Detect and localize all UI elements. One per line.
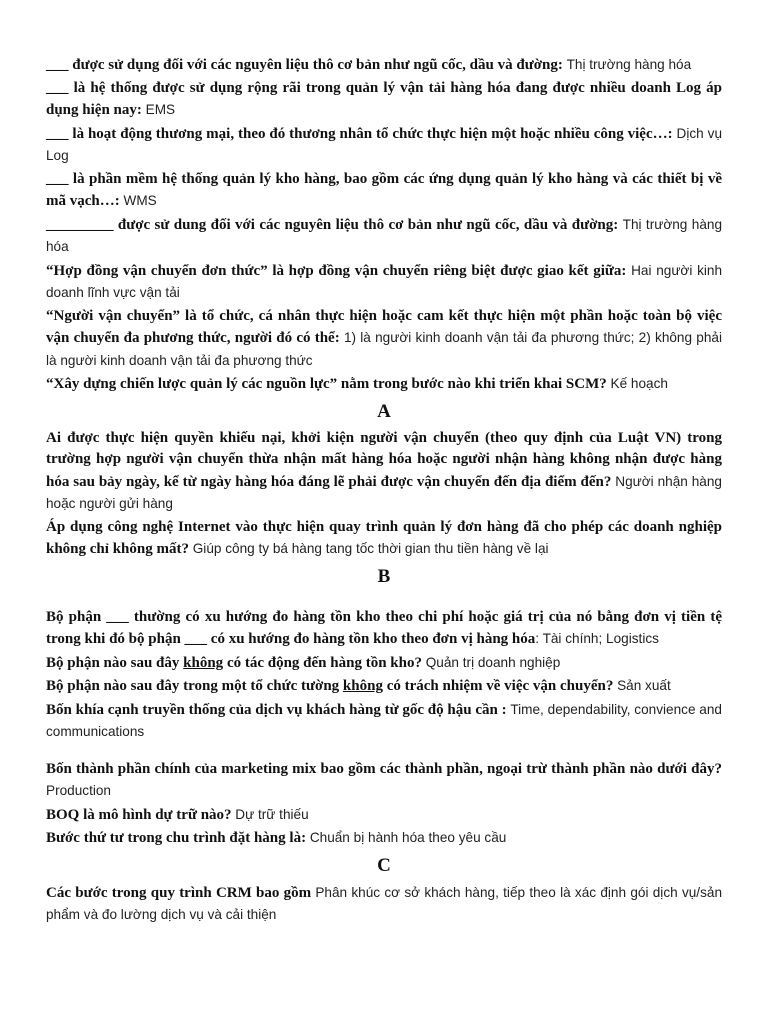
qa-entry-2 [46, 78, 722, 122]
answer-text: Giúp công ty bá hàng tang tốc thời gian thu tiền hàng về lại [192, 541, 549, 556]
qa-entry-c1 [46, 882, 722, 927]
qa-entry-b3 [46, 675, 722, 698]
question-text: Ai được thực hiện quyền khiếu nại, khởi kiện người vận chuyển (theo quy định của Luật VN) trong trường hợp người vận chuyển thừa nhận mất hàng hóa hoặc người nhận hàng không nhận được hàng hóa sau bảy ngày, kể từ ngày hàng hóa đáng lẽ phải được vận chuyển đến địa điểm đến? [46, 429, 722, 490]
answer-text: Sản xuất [617, 678, 671, 693]
question-text: ___ là phần mềm hệ thống quản lý kho hàng, bao gồm các ứng dụng quản lý kho hàng và các thiết bị về mã vạch…: [46, 170, 722, 209]
question-text: “Người vận chuyển” là tổ chức, cá nhân thực hiện hoặc cam kết thực hiện một phần hoặc toàn bộ việc vận chuyển đa phương thức, người đó có thể: [46, 307, 722, 346]
qa-entry-1 [46, 54, 722, 77]
answer-text: Phân khúc cơ sở khách hàng, tiếp theo là xác định gói dịch vụ/sản phẩm và đo lường dịch vụ và cải thiện [46, 884, 722, 922]
question-text: Bộ phận ___ thường có xu hướng đo hàng tồn kho theo chi phí hoặc giá trị của nó bằng đơn vị tiền tệ trong khi đó bộ phận ___ có xu hướng đo hàng tồn kho theo đơn vị hàng hóa [46, 608, 722, 647]
answer-text: Kế hoạch [610, 376, 668, 391]
qa-entry-b4 [46, 699, 722, 744]
question-text: Bộ phận nào sau đây trong một tổ chức tường không có trách nhiệm về việc vận chuyển? [46, 678, 614, 694]
qa-entry-3 [46, 123, 722, 168]
qa-entry-8 [46, 373, 722, 396]
qa-entry-b5 [46, 759, 722, 803]
qa-entry-7 [46, 306, 722, 373]
question-text: “Xây dựng chiến lược quản lý các nguồn lực” nằm trong bước nào khi triển khai SCM? [46, 376, 607, 392]
qa-entry-5 [46, 214, 722, 259]
answer-text: Dịch vụ Log [46, 125, 723, 163]
answer-text: Production [46, 783, 111, 798]
emphasis-underline: không [342, 678, 383, 694]
answer-text: Chuẩn bị hành hóa theo yêu cầu [309, 830, 507, 845]
answer-text: : Tài chính; Logistics [535, 631, 659, 646]
answer-text: Thị trường hàng hóa [566, 57, 692, 72]
emphasis-underline: không [183, 654, 224, 671]
question-text: ___ là hoạt động thương mại, theo đó thương nhân tổ chức thực hiện một hoặc nhiều công việc…: [46, 125, 673, 142]
answer-text: Time, dependability, convience and communications [46, 701, 722, 739]
section-letter-c: C [377, 854, 391, 876]
question-text: “Hợp đồng vận chuyển đơn thức” là hợp đồng vận chuyển riêng biệt được giao kết giữa: [46, 262, 627, 279]
question-text: Bốn thành phần chính của marketing mix bao gồm các thành phần, ngoại trừ thành phần nào dưới đây? [46, 760, 722, 777]
spacer [46, 593, 722, 607]
answer-text: Quản trị doanh nghiệp [425, 654, 561, 670]
section-letter-b: B [377, 565, 391, 587]
qa-entry-a2 [46, 517, 722, 561]
qa-entry-b6 [46, 804, 722, 827]
answer-text: Hai người kinh doanh lĩnh vực vận tải [46, 262, 723, 300]
answer-text: Người nhận hàng hoặc người gửi hàng [46, 473, 722, 511]
question-text: Bốn khía cạnh truyền thống của dịch vụ khách hàng từ gốc độ hậu cần : [46, 701, 507, 718]
answer-text: 1) là người kinh doanh vận tải đa phương thức; 2) không phải là người kinh doanh vận tải đa phương thức [46, 330, 723, 368]
answer-text: Dự trữ thiếu [235, 806, 309, 822]
question-text: Áp dụng công nghệ Internet vào thực hiện quay trình quản lý đơn hàng đã cho phép các doanh nghiệp không chỉ không mất? [46, 518, 722, 557]
question-text: Bộ phận nào sau đây không có tác động đến hàng tồn kho? [46, 654, 422, 671]
answer-text: EMS [145, 102, 176, 117]
qa-entry-b7 [46, 827, 722, 850]
question-text: _________ được sử dung đối với các nguyên liệu thô cơ bản như ngũ cốc, dầu và đường: [46, 216, 619, 233]
answer-text: WMS [123, 193, 157, 208]
qa-entry-b1 [46, 607, 722, 651]
section-letter-a: A [377, 400, 391, 422]
spacer [46, 745, 722, 759]
question-text: Bước thứ tư trong chu trình đặt hàng là: [46, 830, 307, 846]
qa-entry-6 [46, 260, 722, 305]
qa-entry-a1 [46, 428, 722, 516]
question-text: ___ là hệ thống được sử dụng rộng rãi trong quản lý vận tải hàng hóa đang được nhiều doanh Log áp dụng hiện nay: [46, 79, 722, 118]
question-text: ___ được sử dụng đối với các nguyên liệu thô cơ bản như ngũ cốc, dầu và đường: [46, 57, 563, 73]
question-text: Các bước trong quy trình CRM bao gồm [46, 884, 312, 901]
qa-entry-4 [46, 169, 722, 213]
answer-text: Thị trường hàng hóa [46, 216, 723, 254]
question-text: BOQ là mô hình dự trữ nào? [46, 806, 232, 823]
qa-entry-b2 [46, 652, 722, 675]
